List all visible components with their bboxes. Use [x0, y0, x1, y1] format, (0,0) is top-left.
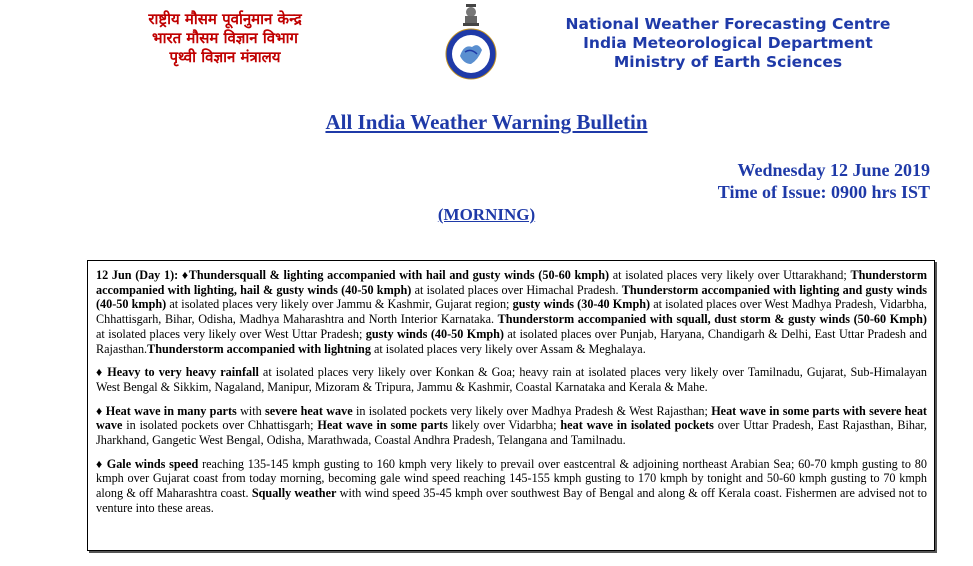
warning-thunderstorm: [96, 268, 927, 356]
english-line-2: India Meteorological Department: [583, 34, 873, 52]
english-line-3: Ministry of Earth Sciences: [613, 53, 843, 71]
english-line-1: National Weather Forecasting Centre: [565, 15, 891, 33]
hindi-line-1: राष्ट्रीय मौसम पूर्वानुमान केन्द्र: [148, 10, 302, 28]
session-label: [0, 205, 973, 225]
bold-text: ♦ Heat wave in many parts: [96, 403, 237, 418]
bold-text: heat wave in isolated pockets: [560, 418, 714, 433]
bold-text: 12 Jun (Day 1): ♦Thundersquall & lighting accompanied with hail and gusty winds (50-60 kmph): [96, 268, 610, 282]
bold-text: Thunderstorm accompanied with lightning: [147, 341, 371, 356]
text: in isolated pockets very likely over Madhya Pradesh & West Rajasthan;: [352, 403, 712, 418]
text: with wind speed 35-45 kmph over southwest Bay of Bengal and along & off Kerala coast. Fishermen are advised not to venture into these areas.: [96, 486, 927, 515]
issue-date: Wednesday 12 June 2019: [737, 160, 930, 180]
bold-text: Thunderstorm accompanied with squall, dust storm & gusty winds (50-60 Kmph): [497, 312, 927, 327]
text: with: [236, 403, 266, 418]
bold-text: gusty winds (30-40 Kmph): [512, 297, 651, 312]
bold-text: Heat wave in some parts: [317, 418, 448, 433]
bold-text: Heat wave in some parts with severe heat wave: [96, 403, 927, 433]
bold-text: Thunderstorm accompanied with lighting and gusty winds (40-50 kmph): [96, 282, 927, 312]
text: at isolated places very likely over Assam & Meghalaya.: [370, 341, 646, 356]
text: at isolated places over Punjab, Haryana, Chandigarh & Delhi, East Uttar Pradesh and Rajasthan.: [96, 326, 927, 356]
text: at isolated places very likely over Uttarakhand;: [609, 268, 851, 282]
hindi-line-2: भारत मौसम विज्ञान विभाग: [152, 29, 298, 47]
text: over Uttar Pradesh, East Rajasthan, Bihar, Jharkhand, Gangetic West Bengal, Odisha, Marathwada, Coastal Andhra Pradesh, Telangana and Tamilnadu.: [96, 418, 927, 448]
text: at isolated places very likely over Konkan & Goa; heavy rain at isolated places very likely over Tamilnadu, Gujarat, Sub-Himalayan West Bengal & Sikkim, Nagaland, Manipur, Mizoram & Tripura, Jammu & Kashmir, Coastal Karnataka and Kerala & Mahe.: [96, 365, 927, 394]
session-label-text: (MORNING): [437, 205, 536, 224]
bold-text: severe heat wave: [265, 403, 353, 418]
issue-time: Time of Issue: 0900 hrs IST: [717, 182, 930, 202]
bold-text: ♦ Heavy to very heavy rainfall: [96, 365, 259, 380]
bold-text: gusty winds (40-50 Kmph): [365, 326, 504, 341]
text: at isolated places over Himachal Pradesh.: [411, 282, 622, 297]
text: likely over Vidarbha;: [447, 418, 561, 433]
imd-emblem-icon: [438, 2, 504, 82]
text: at isolated places over West Madhya Pradesh, Vidarbha, Chhattisgarh, Bihar, Odisha, Madhya Maharashtra and North Interior Karnataka.: [96, 297, 927, 327]
bulletin-title-text: All India Weather Warning Bulletin: [325, 110, 648, 134]
warning-rainfall: [96, 365, 927, 394]
bold-text: ♦ Gale winds speed: [96, 456, 199, 471]
english-header: [528, 15, 928, 72]
text: reaching 135-145 kmph gusting to 160 kmph very likely to prevail over eastcentral & adjoining northeast Arabian Sea; 60-70 kmph gusting to 80 kmph over Gujarat coast from today morning, becoming gale wind speed reaching 145-155 kmph gusting to 170 kmph by tonight and 50-60 kmph gusting to 70 kmph along & off Maharashtra coast.: [96, 456, 927, 501]
text: at isolated places very likely over West Uttar Pradesh;: [96, 326, 366, 341]
warning-gale-winds: [96, 457, 927, 516]
hindi-header: [95, 10, 355, 67]
warning-heat-wave: [96, 404, 927, 448]
text: in isolated pockets over Chhattisgarh;: [122, 418, 318, 433]
bold-text: Thunderstorm accompanied with lighting, hail & gusty winds (40-50 kmph): [96, 268, 927, 297]
issue-block: [718, 159, 930, 203]
bold-text: Squally weather: [251, 486, 337, 501]
hindi-line-3: पृथ्वी विज्ञान मंत्रालय: [169, 48, 281, 66]
text: at isolated places very likely over Jammu & Kashmir, Gujarat region;: [166, 297, 513, 312]
bulletin-title: [0, 110, 973, 135]
warning-box: [87, 260, 935, 551]
